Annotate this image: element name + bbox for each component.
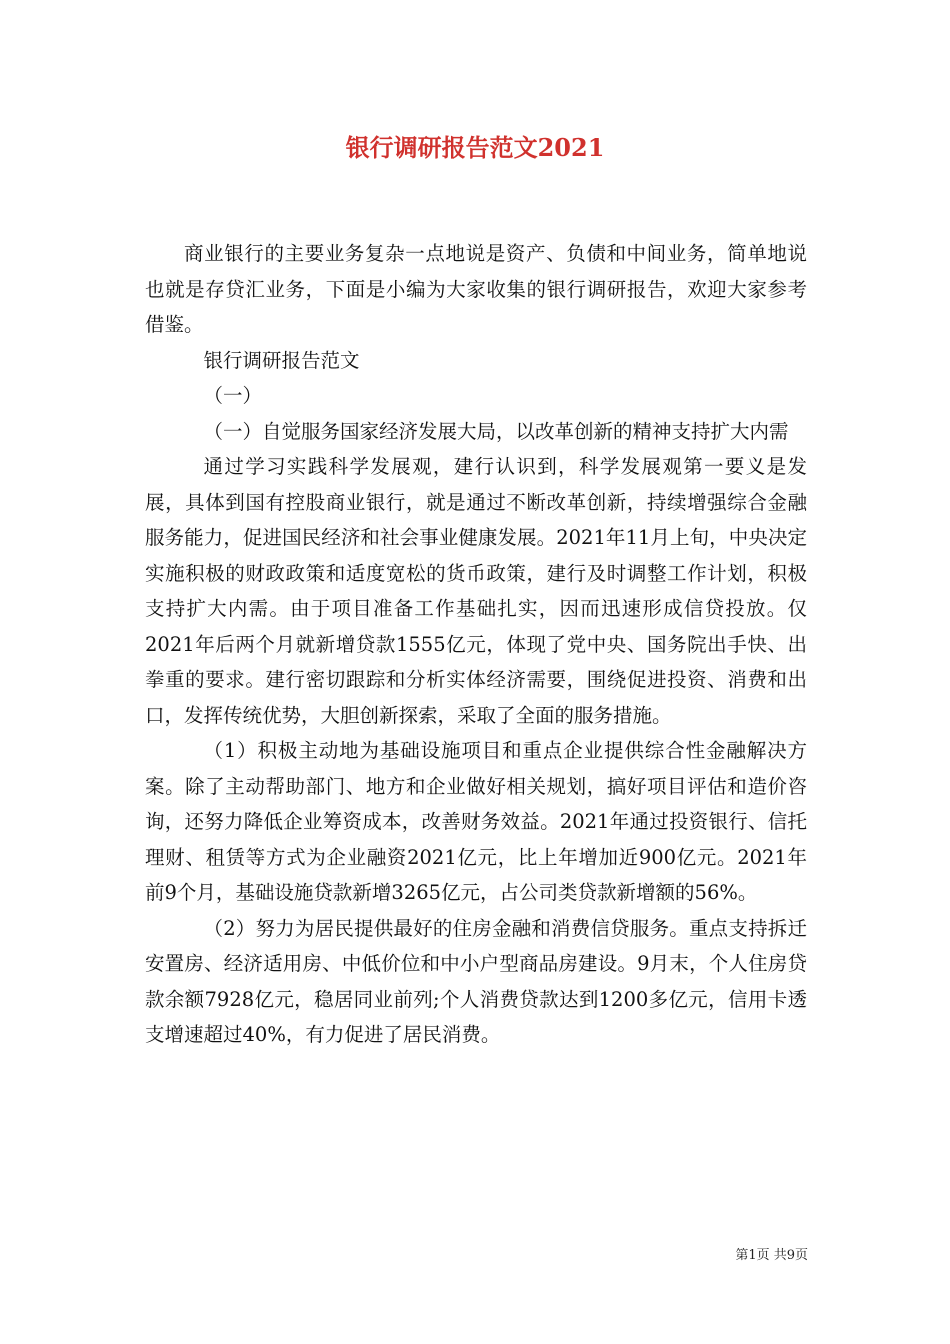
section-number: （一） [203, 384, 263, 407]
body-paragraph: （2）努力为居民提供最好的住房金融和消费信贷服务。重点支持拆迁安置房、经济适用房、中低价位和中小户型商品房建设。9月末，个人住房贷款余额7928亿元，稳居同业前列;个人消费贷款达到1200多亿元，信用卡透支增速超过40%，有力促进了居民消费。 [145, 916, 807, 1046]
intro-paragraph: 商业银行的主要业务复杂一点地说是资产、负债和中间业务，简单地说也就是存贷汇业务，下面是小编为大家收集的银行调研报告，欢迎大家参考借鉴。 [145, 242, 807, 336]
section-heading: 银行调研报告范文 [203, 348, 360, 372]
body-paragraph: （1）积极主动地为基础设施项目和重点企业提供综合性金融解决方案。除了主动帮助部门、地方和企业做好相关规划，搞好项目评估和造价咨询，还努力降低企业筹资成本，改善财务效益。2021年通过投资银行、信托理财、租赁等方式为企业融资2021亿元，比上年增加近900亿元。2021年前9个月，基础设施贷款新增3265亿元，占公司类贷款新增额的56%。 [145, 739, 807, 904]
document-title: 银行调研报告范文2021 [345, 133, 605, 162]
subsection-heading: （一）自觉服务国家经济发展大局，以改革创新的精神支持扩大内需 [203, 419, 789, 443]
document-body [145, 236, 807, 1053]
page-number: 第1页 共9页 [735, 1248, 808, 1263]
body-paragraph: 通过学习实践科学发展观，建行认识到，科学发展观第一要义是发展，具体到国有控股商业银行，就是通过不断改革创新，持续增强综合金融服务能力，促进国民经济和社会事业健康发展。2021年11月上旬，中央决定实施积极的财政政策和适度宽松的货币政策，建行及时调整工作计划，积极支持扩大内需。由于项目准备工作基础扎实，因而迅速形成信贷投放。仅2021年后两个月就新增贷款1555亿元，体现了党中央、国务院出手快、出拳重的要求。建行密切跟踪和分析实体经济需要，围绕促进投资、消费和出口，发挥传统优势，大胆创新探索，采取了全面的服务措施。 [145, 455, 807, 727]
